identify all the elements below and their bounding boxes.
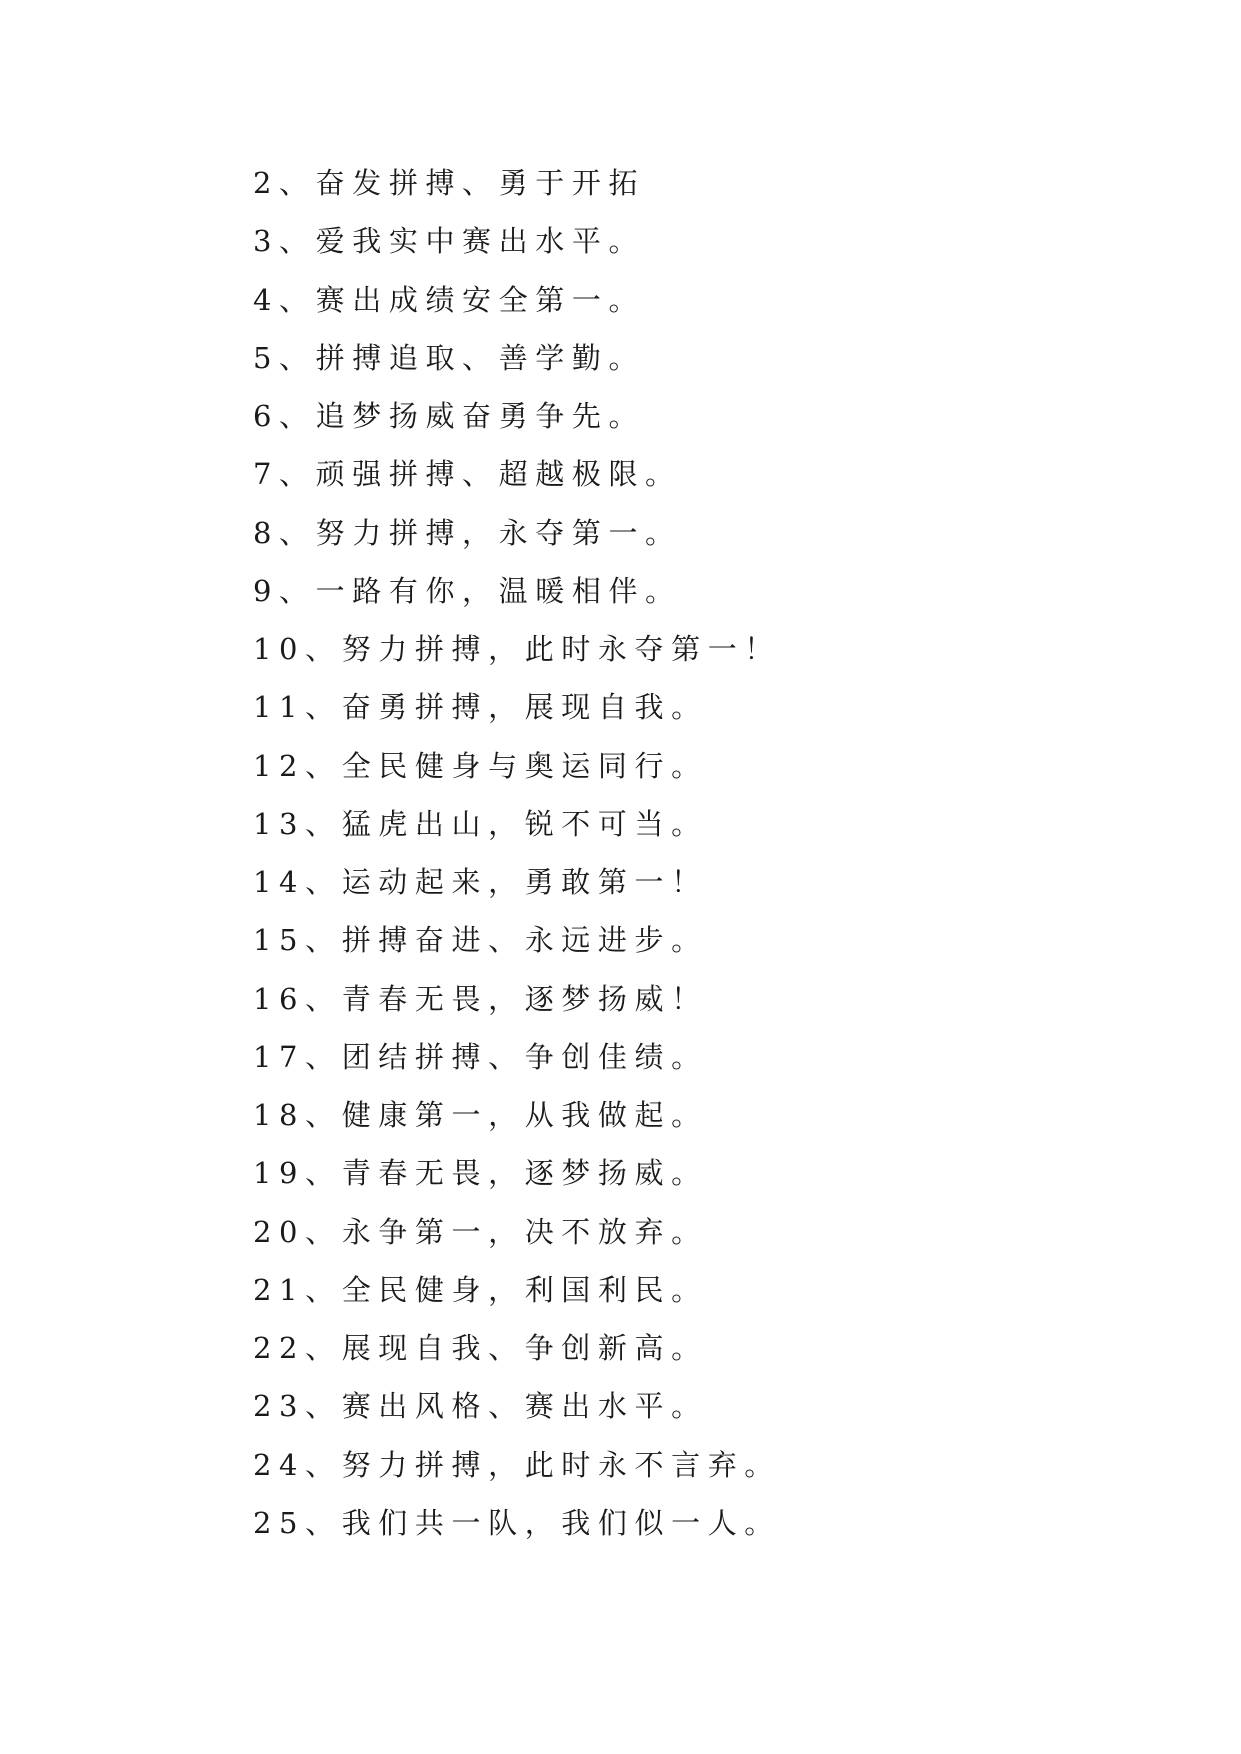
slogan-line: 25、我们共一队，我们似一人。 xyxy=(253,1505,781,1540)
slogan-line: 14、运动起来，勇敢第一！ xyxy=(253,865,708,899)
slogan-line: 8、努力拼搏，永夺第一。 xyxy=(253,515,682,550)
slogan-line: 23、赛出风格、赛出水平。 xyxy=(253,1389,708,1424)
slogan-line: 16、青春无畏，逐梦扬威！ xyxy=(253,981,708,1016)
slogan-line: 13、猛虎出山，锐不可当。 xyxy=(253,806,708,841)
slogan-list xyxy=(253,161,781,1559)
slogan-line: 4、赛出成绩安全第一。 xyxy=(253,282,646,317)
slogan-line: 11、奋勇拼搏，展现自我。 xyxy=(253,690,708,725)
slogan-line: 5、拼搏追取、善学勤。 xyxy=(253,340,646,375)
slogan-line: 3、爱我实中赛出水平。 xyxy=(253,224,646,259)
slogan-line: 19、青春无畏，逐梦扬威。 xyxy=(253,1156,708,1191)
slogan-line: 10、努力拼搏，此时永夺第一！ xyxy=(253,632,781,666)
slogan-line: 22、展现自我、争创新高。 xyxy=(253,1331,708,1365)
slogan-line: 17、团结拼搏、争创佳绩。 xyxy=(253,1039,708,1074)
slogan-line: 20、永争第一，决不放弃。 xyxy=(253,1214,708,1249)
slogan-line: 21、全民健身，利国利民。 xyxy=(253,1272,708,1307)
slogan-line: 18、健康第一，从我做起。 xyxy=(253,1098,708,1132)
slogan-line: 6、追梦扬威奋勇争先。 xyxy=(253,399,646,433)
slogan-line: 2、奋发拼搏、勇于开拓 xyxy=(253,166,646,200)
slogan-line: 9、一路有你，温暖相伴。 xyxy=(253,573,682,608)
slogan-line: 7、顽强拼搏、超越极限。 xyxy=(253,457,682,492)
slogan-line: 15、拼搏奋进、永远进步。 xyxy=(253,923,708,958)
slogan-line: 24、努力拼搏，此时永不言弃。 xyxy=(253,1447,781,1482)
slogan-line: 12、全民健身与奥运同行。 xyxy=(253,748,708,783)
